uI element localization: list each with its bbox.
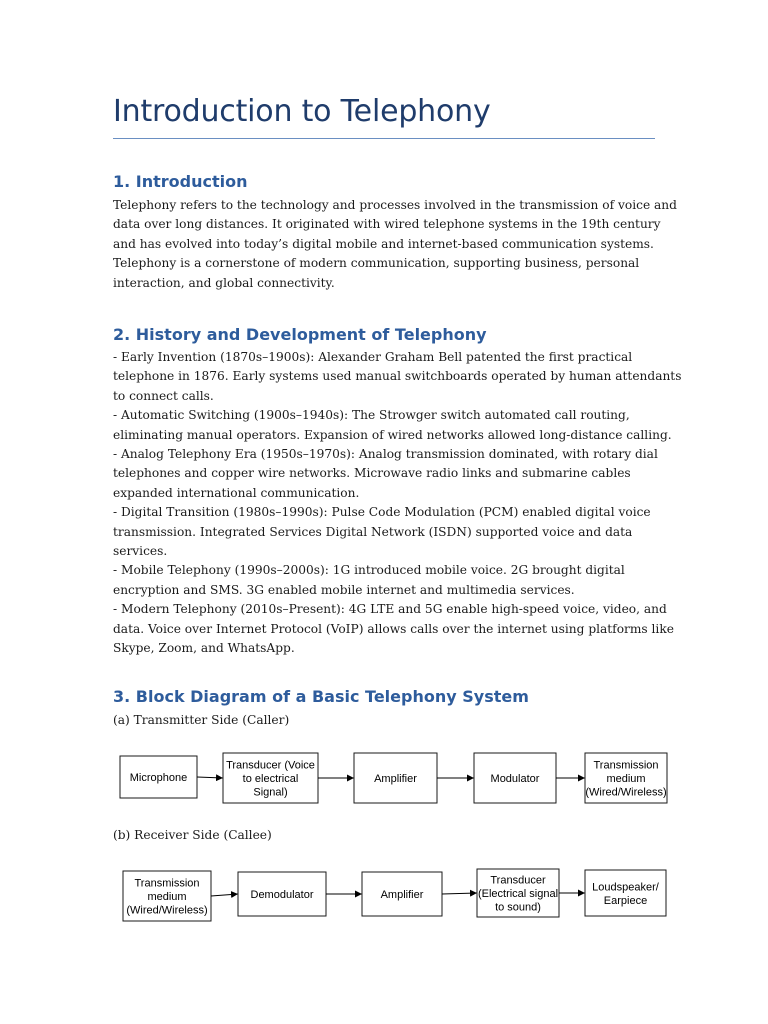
history-line: - Automatic Switching (1900s–1940s): The Strowger switch automated call routing, (113, 408, 630, 423)
transmitter-block-label: Amplifier (374, 773, 417, 785)
page-title: Introduction to Telephony (113, 94, 491, 129)
introduction-line: Telephony is a cornerstone of modern communication, supporting business, personal (113, 256, 640, 271)
history-line: encryption and SMS. 3G enabled mobile internet and multimedia services. (113, 582, 575, 597)
history-line: data. Voice over Internet Protocol (VoIP) allows calls over the internet using platforms like (113, 621, 674, 636)
receiver-block (477, 869, 559, 917)
history-line: - Modern Telephony (2010s–Present): 4G LTE and 5G enable high-speed voice, video, and (113, 602, 667, 617)
section-heading-history: 2. History and Development of Telephony (113, 325, 487, 344)
history-line: Skype, Zoom, and WhatsApp. (113, 641, 295, 656)
transmitter-block-label: Transducer (Voice (226, 759, 315, 772)
history-line: transmission. Integrated Services Digital Network (ISDN) supported voice and data (113, 524, 633, 539)
receiver-block-label: (Wired/Wireless) (126, 904, 208, 917)
receiver-arrow (211, 894, 238, 896)
receiver-block (585, 870, 666, 916)
history-line: telephones and copper wire networks. Microwave radio links and submarine cables (113, 466, 631, 481)
receiver-block-label: (Electrical signal (477, 888, 559, 900)
history-line: - Digital Transition (1980s–1990s): Pulse Code Modulation (PCM) enabled digital voice (113, 505, 651, 520)
section-heading-block-diagram: 3. Block Diagram of a Basic Telephony System (113, 687, 529, 706)
receiver-block-label: Demodulator (250, 889, 314, 901)
introduction-line: and has evolved into today’s digital mobile and internet-based communication systems. (113, 236, 654, 251)
receiver-block (362, 872, 442, 916)
transmitter-block-label: Signal) (253, 786, 288, 799)
introduction-line: data over long distances. It originated with wired telephone systems in the 19th century (113, 217, 661, 232)
history-line: expanded international communication. (113, 485, 360, 500)
introduction-line: Telephony refers to the technology and processes involved in the transmission of voice and (113, 198, 677, 212)
introduction-line: interaction, and global connectivity. (113, 275, 335, 290)
receiver-block-label: Earpiece (603, 894, 648, 907)
receiver-block-label: Transducer (490, 874, 546, 887)
history-line: - Early Invention (1870s–1900s): Alexander Graham Bell patented the first practical (113, 350, 633, 364)
receiver-block-label: medium (147, 891, 187, 903)
receiver-caption: (b) Receiver Side (Callee) (113, 828, 272, 842)
transmitter-block-label: to electrical (242, 773, 299, 785)
history-line: - Analog Telephony Era (1950s–1970s): Analog transmission dominated, with rotary dial (113, 447, 658, 462)
transmitter-block-diagram (0, 740, 768, 820)
transmitter-block (474, 753, 556, 803)
receiver-block-diagram (0, 855, 768, 935)
transmitter-block (223, 753, 318, 803)
history-line: to connect calls. (113, 388, 214, 403)
transmitter-block (585, 753, 667, 803)
section-heading-introduction: 1. Introduction (113, 172, 248, 191)
receiver-arrow (442, 893, 477, 894)
receiver-block-label: Loudspeaker/ (592, 881, 659, 894)
transmitter-block-label: medium (606, 773, 646, 785)
receiver-block-label: to sound) (495, 901, 541, 914)
transmitter-arrow (197, 777, 223, 778)
receiver-block-label: Amplifier (380, 889, 424, 901)
history-line: telephone in 1876. Early systems used manual switchboards operated by human attendants (113, 369, 682, 384)
receiver-block (238, 872, 326, 916)
transmitter-block (120, 756, 197, 798)
history-line: services. (113, 544, 168, 559)
history-line: - Mobile Telephony (1990s–2000s): 1G introduced mobile voice. 2G brought digital (113, 563, 625, 578)
title-underline (113, 138, 655, 139)
history-paragraph (113, 348, 682, 659)
transmitter-block (354, 753, 437, 803)
receiver-block (123, 871, 211, 921)
receiver-block-label: Transmission (134, 877, 200, 890)
transmitter-block-label: Transmission (593, 759, 659, 772)
transmitter-caption: (a) Transmitter Side (Caller) (113, 713, 290, 727)
transmitter-block-label: Microphone (129, 772, 188, 784)
introduction-paragraph (113, 196, 677, 293)
transmitter-block-label: (Wired/Wireless) (585, 786, 667, 799)
transmitter-block-label: Modulator (490, 773, 540, 785)
history-line: eliminating manual operators. Expansion of wired networks allowed long-distance calling. (113, 427, 672, 442)
